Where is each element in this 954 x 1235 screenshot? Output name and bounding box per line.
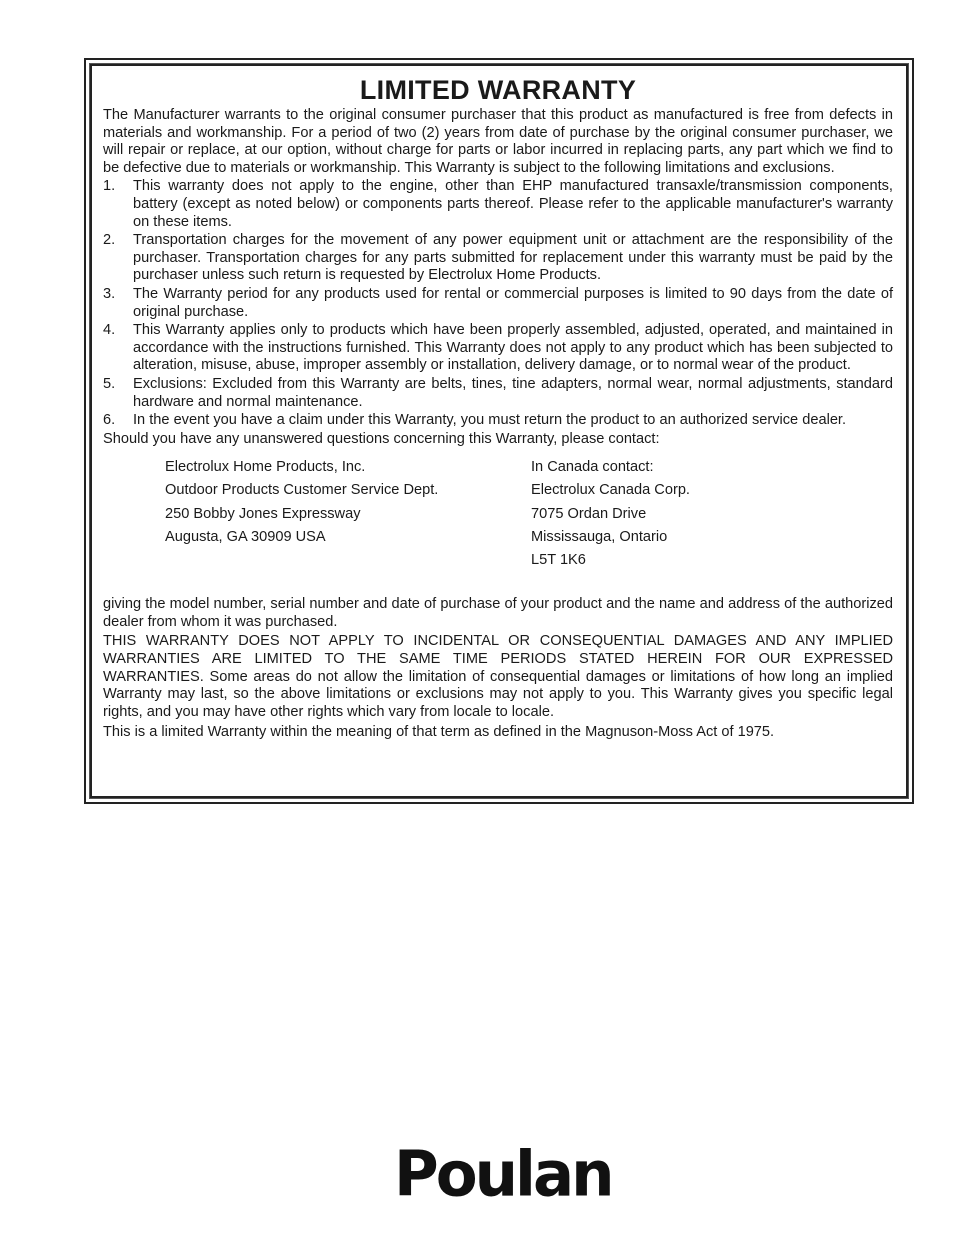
poulan-logo: Poulan: [394, 1138, 612, 1211]
address-line: 7075 Ordan Drive: [531, 505, 647, 522]
address-line: Electrolux Home Products, Inc.: [165, 459, 366, 476]
warranty-content: [103, 74, 893, 742]
list-item: [103, 376, 893, 411]
list-item-number: 4.: [103, 322, 116, 339]
list-item: [103, 232, 893, 285]
list-item-number: 3.: [103, 285, 116, 302]
limitations-list: [103, 178, 893, 429]
intro-paragraph: The Manufacturer warrants to the original consumer purchaser that this product as manufactured is free from defects in materials and workmanship. For a period of two (2) years from date of purchase by the original consumer purchaser, we will repair or replace, at our option, without charge for parts or labor incurred in replacing parts, any part which we find to be defective due to materials or workmanship. This Warranty is subject to the following limitations and exclusions.: [103, 107, 893, 176]
list-item-number: 1.: [103, 178, 116, 195]
address-line: Mississauga, Ontario: [531, 528, 668, 545]
us-address: [165, 456, 438, 549]
list-item-text: This warranty does not apply to the engine, other than EHP manufactured transaxle/transmission components, battery (except as noted below) or components parts thereof. Please refer to the applicable manufacturer's warranty on these items.: [133, 178, 893, 230]
contact-addresses: [103, 456, 893, 586]
list-item-number: 2.: [103, 232, 116, 249]
address-line: Outdoor Products Customer Service Dept.: [165, 482, 439, 499]
address-line: Augusta, GA 30909 USA: [165, 528, 326, 545]
magnuson-moss-paragraph: This is a limited Warranty within the meaning of that term as defined in the Magnuson-Moss Act of 1975.: [103, 724, 775, 741]
list-item: [103, 178, 893, 231]
list-item-text: Transportation charges for the movement of any power equipment unit or attachment are the responsibility of the purchaser. Transportation charges for any parts submitted for replacement under this warranty must be paid by the purchaser unless such return is requested by Electrolux Home Products.: [133, 232, 893, 284]
canada-address: [531, 456, 690, 572]
list-item: [103, 412, 893, 430]
address-line: 250 Bobby Jones Expressway: [165, 505, 361, 522]
list-item: [103, 322, 893, 375]
list-item-number: 6.: [103, 412, 116, 429]
address-line: In Canada contact:: [531, 459, 654, 476]
list-item-number: 5.: [103, 375, 116, 392]
list-item-text: Exclusions: Excluded from this Warranty are belts, tines, tine adapters, normal wear, normal adjustments, standard hardware and normal maintenance.: [133, 375, 893, 410]
list-item: [103, 286, 893, 321]
list-item-text: The Warranty period for any products used for rental or commercial purposes is limited to 90 days from the date of original purchase.: [133, 285, 893, 320]
list-item-text: In the event you have a claim under this Warranty, you must return the product to an authorized service dealer.: [133, 412, 847, 429]
after-address-paragraph: giving the model number, serial number and date of purchase of your product and the name and address of the authorized dealer from whom it was purchased.: [103, 596, 893, 630]
list-item-text: This Warranty applies only to products which have been properly assembled, adjusted, operated, and maintained in accordance with the instructions furnished. This Warranty does not apply to any product which has been subjected to alteration, misuse, abuse, improper assembly or installation, delivery damage, or to normal wear of the product.: [133, 322, 893, 374]
page-title: LIMITED WARRANTY: [359, 75, 637, 105]
disclaimer-paragraph: THIS WARRANTY DOES NOT APPLY TO INCIDENTAL OR CONSEQUENTIAL DAMAGES AND ANY IMPLIED WARRANTIES ARE LIMITED TO THE SAME TIME PERIODS STATED HEREIN FOR OUR EXPRESSED WARRANTIES. Some areas do not allow the limitation of consequential damages or limitations of how long an implied Warranty may last, so the above limitations or exclusions may not apply to you. This Warranty gives you specific legal rights, and you may have other rights which vary from locale to locale.: [103, 633, 893, 720]
contact-intro: Should you have any unanswered questions concerning this Warranty, please contact:: [103, 430, 660, 447]
address-line: L5T 1K6: [531, 552, 586, 569]
address-line: Electrolux Canada Corp.: [531, 482, 690, 499]
